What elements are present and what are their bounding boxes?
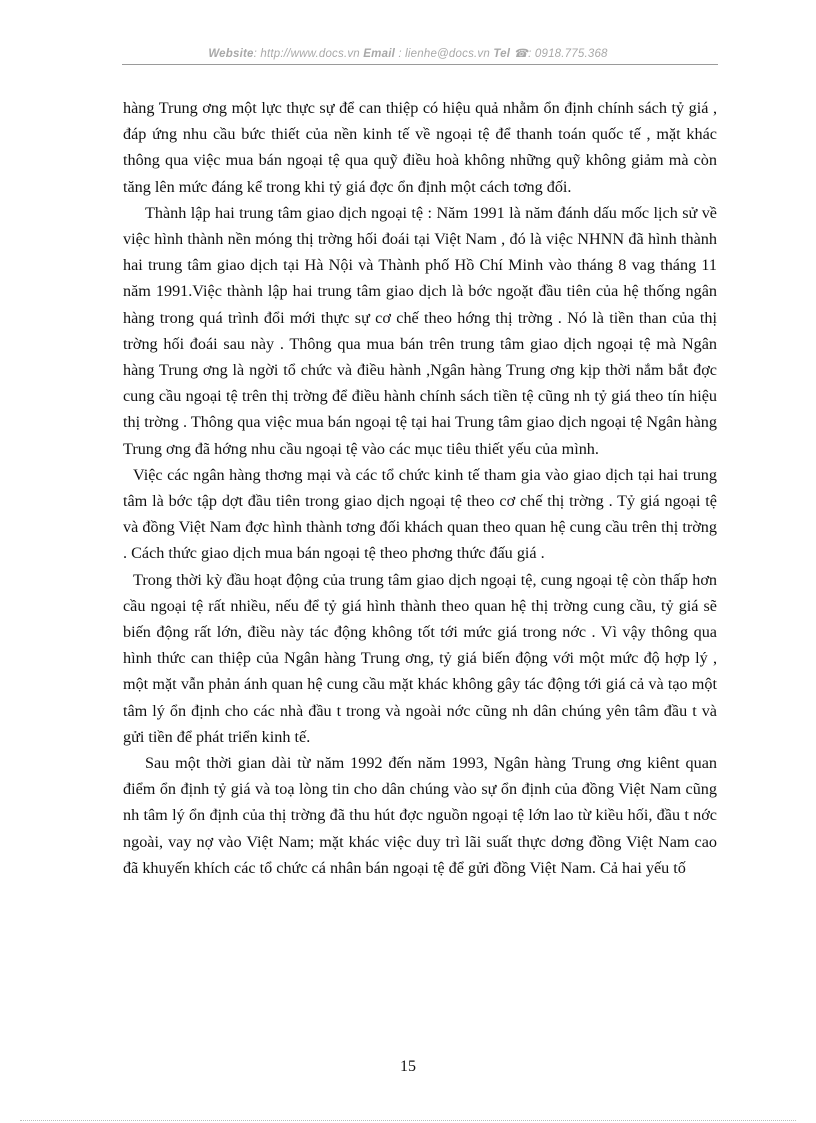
website-label: Website — [208, 48, 254, 60]
header-rule — [122, 64, 718, 65]
email-label: Email — [363, 48, 395, 60]
page-bottom-rule — [20, 1120, 796, 1121]
paragraph: Sau một thời gian dài từ năm 1992 đến năm 1993, Ngân hàng Trung ơng kiênt quan điểm ổn định tỷ giá và toạ lòng tin cho dân chúng vào sự ổn định của đồng Việt Nam cũng nh tâm lý ổn định của thị trờng đã thu hút đợc nguồn ngoại tệ lớn lao từ kiều hối, đầu t nớc ngoài, vay nợ vào Việt Nam; mặt khác việc duy trì lãi suất thực dơng đồng Việt Nam cao đã khuyến khích các tổ chức cá nhân bán ngoại tệ để gửi đồng Việt Nam. Cả hai yếu tố — [123, 754, 717, 877]
email-address: : lienhe@docs.vn — [394, 48, 494, 60]
paragraph: Việc các ngân hàng thơng mại và các tổ chức kinh tế tham gia vào giao dịch tại hai trung tâm là bớc tập dợt đầu tiên trong giao dịch ngoại tệ theo cơ chế thị trờng . Tỷ giá ngoại tệ và đồng Việt Nam đợc hình thành tơng đối khách quan theo quan hệ cung cầu trên thị trờng . Cách thức giao dịch mua bán ngoại tệ theo phơng thức đấu giá . — [123, 465, 717, 563]
paragraph: Trong thời kỳ đầu hoạt động của trung tâm giao dịch ngoại tệ, cung ngoại tệ còn thấp hơn cầu ngoại tệ rất nhiều, nếu để tỷ giá hình thành theo quan hệ thị trờng cung cầu, tỷ giá sẽ biến động rất lớn, điều này tác động không tốt tới mức giá trong nớc . Vì vậy thông qua hình thức can thiệp của Ngân hàng Trung ơng, tỷ giá biến động với một mức độ hợp lý , một mặt vẫn phản ánh quan hệ cung cầu mặt khác không gây tác động tới giá cả và tạo một tâm lý ổn định cho các nhà đầu t trong và ngoài nớc cũng nh dân chúng yên tâm đầu t và gửi tiền để phát triển kinh tế. — [123, 570, 717, 746]
tel-label: Tel — [493, 48, 511, 60]
tel-number: : 0918.775.368 — [528, 48, 608, 60]
page-header — [0, 46, 816, 60]
website-url: : http://www.docs.vn — [253, 48, 364, 60]
page-number: 15 — [400, 1058, 416, 1075]
page-body — [123, 95, 717, 881]
paragraph: Thành lập hai trung tâm giao dịch ngoại tệ : Năm 1991 là năm đánh dấu mốc lịch sử về việc hình thành nền móng thị trờng hối đoái tại Việt Nam , đó là việc NHNN đã hình thành hai trung tâm giao dịch tại Hà Nội và Thành phố Hồ Chí Minh vào tháng 8 vag tháng 11 năm 1991.Việc thành lập hai trung tâm giao dịch là bớc ngoặt đầu tiên của hệ thống ngân hàng trong quá trình đổi mới thực sự cơ chế theo hớng thị trờng . Nó là tiền than của thị trờng hối đoái sau này . Thông qua mua bán trên trung tâm giao dịch ngoại tệ mà Ngân hàng Trung ơng là ngời tổ chức và điều hành ,Ngân hàng Trung ơng kịp thời nắm bắt đợc cung cầu ngoại tệ trên thị trờng để điều hành chính sách tiền tệ cũng nh tỷ giá theo tín hiệu thị trờng . Thông qua việc mua bán ngoại tệ tại hai Trung tâm giao dịch ngoại tệ Ngân hàng Trung ơng đã hớng nhu cầu ngoại tệ vào các mục tiêu thiết yếu của mình. — [123, 203, 717, 458]
paragraph: hàng Trung ơng một lực thực sự để can thiệp có hiệu quả nhằm ổn định chính sách tỷ giá , đáp ứng nhu cầu bức thiết của nền kinh tế về ngoại tệ để thanh toán quốc tế , mặt khác thông qua việc mua bán ngoại tệ qua quỹ điều hoà không những quỹ không giảm mà còn tăng lên mức đáng kể trong khi tỷ giá đợc ổn định một cách tơng đối. — [123, 99, 717, 196]
phone-icon: ☎ — [513, 48, 529, 60]
